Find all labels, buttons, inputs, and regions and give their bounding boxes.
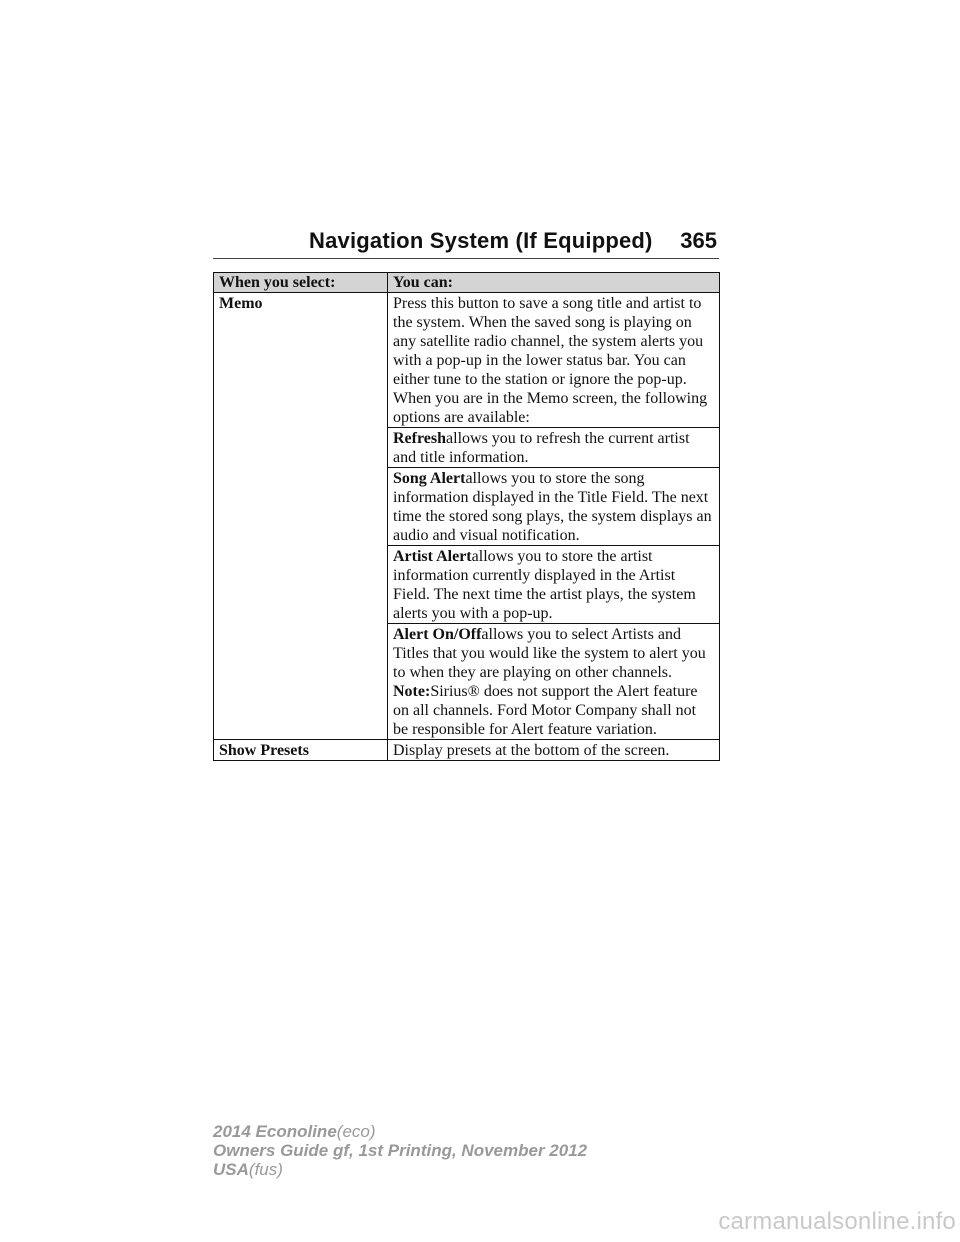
footer-market-code: (fus)	[248, 1160, 283, 1179]
section-title: Navigation System (If Equipped)	[309, 228, 653, 253]
footer-market: USA	[213, 1160, 249, 1179]
note-text: Sirius® does not support the Alert feature on all channels. Ford Motor Company shall not be responsible for Alert feature variation.	[393, 683, 698, 738]
alert-onoff-text: allows you to select Artists and Titles that you would like the system to alert you to when they are playing on other channels.	[393, 626, 706, 681]
footer-model-code: (eco)	[336, 1122, 376, 1141]
col-header-can: You can:	[388, 273, 720, 293]
alert-onoff-cell	[388, 624, 720, 740]
show-presets-label: Show Presets	[214, 740, 388, 761]
artist-alert-text: allows you to store the artist information currently displayed in the Artist Field. The next time the artist plays, the system alerts you with a pop-up.	[393, 548, 696, 622]
table-row	[214, 293, 720, 428]
page-header	[213, 228, 719, 259]
page-number: 365	[680, 228, 717, 253]
alert-onoff-label: Alert On/Off	[393, 626, 482, 643]
memo-description: Press this button to save a song title and artist to the system. When the saved song is playing on any satellite radio channel, the system alerts you with a pop-up in the lower status bar. You can either tune to the station or ignore the pop-up. When you are in the Memo screen, the following options are available:	[388, 293, 720, 428]
options-table	[213, 272, 720, 761]
artist-alert-cell	[388, 546, 720, 624]
col-header-select: When you select:	[214, 273, 388, 293]
song-alert-text: allows you to store the song information displayed in the Title Field. The next time the stored song plays, the system displays an audio and visual notification.	[393, 470, 712, 544]
table-header-row	[214, 273, 720, 293]
footer-line-1	[213, 1122, 587, 1141]
show-presets-description: Display presets at the bottom of the screen.	[388, 740, 720, 761]
footer-line-2: Owners Guide gf, 1st Printing, November 2012	[213, 1141, 588, 1160]
song-alert-label: Song Alert	[393, 470, 466, 487]
footer-model: 2014 Econoline	[213, 1122, 337, 1141]
refresh-cell	[388, 428, 720, 468]
footer-line-3	[213, 1160, 587, 1179]
refresh-text: allows you to refresh the current artist and title information.	[393, 430, 690, 466]
memo-label: Memo	[214, 293, 388, 740]
table-row	[214, 740, 720, 761]
note-label: Note:	[393, 683, 431, 700]
document-footer	[213, 1122, 587, 1179]
watermark: carmanualsonline.info	[718, 1208, 956, 1235]
artist-alert-label: Artist Alert	[393, 548, 472, 565]
refresh-label: Refresh	[393, 430, 447, 447]
song-alert-cell	[388, 468, 720, 546]
